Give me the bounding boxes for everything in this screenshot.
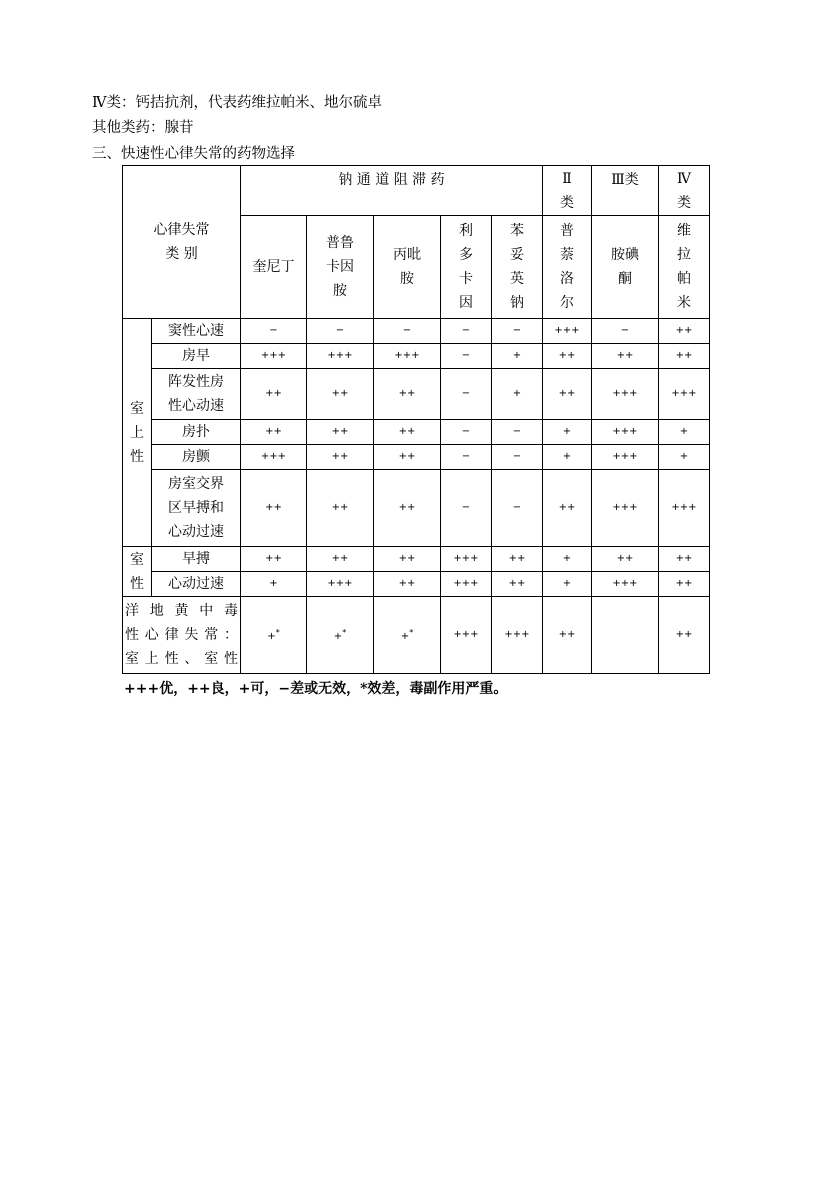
arrhythmia-type: 房颤 (152, 445, 241, 470)
efficacy-cell: ++ (374, 445, 441, 470)
table-row (123, 344, 710, 369)
efficacy-cell: + (492, 369, 543, 420)
legend-footnote: +++优，++良，+可，−差或无效，*效差，毒副作用严重。 (124, 681, 508, 697)
class-iv-line: Ⅳ类：钙拮抗剂，代表药维拉帕米、地尔硫卓 (92, 95, 382, 111)
efficacy-cell: +* (307, 597, 374, 674)
efficacy-cell: − (492, 445, 543, 470)
efficacy-cell: − (441, 470, 492, 547)
poor-efficacy-mark: * (409, 628, 414, 637)
efficacy-cell: ++ (307, 470, 374, 547)
efficacy-cell: + (659, 420, 710, 445)
header-class-iv: Ⅳ 类 (659, 166, 710, 216)
efficacy-cell: ++ (659, 597, 710, 674)
poor-efficacy-mark: * (275, 628, 280, 637)
efficacy-cell: ++ (374, 369, 441, 420)
poor-efficacy-mark: * (342, 628, 347, 637)
header-corner: 心律失常 类 别 (123, 166, 241, 319)
drug-header: 普鲁 卡因 胺 (307, 216, 374, 319)
efficacy-cell: +++ (241, 445, 307, 470)
efficacy-cell: − (441, 344, 492, 369)
efficacy-cell: ++ (241, 369, 307, 420)
efficacy-cell: ++ (543, 369, 592, 420)
efficacy-cell: ++ (307, 369, 374, 420)
efficacy-cell: − (592, 319, 659, 344)
arrhythmia-type: 房室交界 区早搏和 心动过速 (152, 470, 241, 547)
efficacy-cell: +* (241, 597, 307, 674)
efficacy-cell: +++ (241, 344, 307, 369)
table-row (123, 319, 710, 344)
efficacy-cell: +++ (307, 344, 374, 369)
efficacy-cell: +++ (659, 369, 710, 420)
efficacy-cell: +++ (592, 470, 659, 547)
efficacy-cell: ++ (241, 470, 307, 547)
header-sodium-channel-blockers: 钠 通 道 阻 滞 药 (241, 166, 543, 216)
efficacy-cell: + (543, 445, 592, 470)
efficacy-cell: +++ (441, 597, 492, 674)
section-heading: 三、快速性心律失常的药物选择 (92, 146, 295, 162)
arrhythmia-type: 早搏 (152, 547, 241, 572)
table-row (123, 369, 710, 420)
drug-header: 丙吡 胺 (374, 216, 441, 319)
efficacy-cell: ++ (659, 344, 710, 369)
efficacy-cell: ++ (241, 547, 307, 572)
table-row (123, 445, 710, 470)
efficacy-cell: ++ (543, 344, 592, 369)
other-class-line: 其他类药：腺苷 (92, 120, 194, 136)
drug-header: 利 多 卡 因 (441, 216, 492, 319)
arrhythmia-type: 房扑 (152, 420, 241, 445)
efficacy-cell: ++ (592, 547, 659, 572)
efficacy-cell: ++ (492, 547, 543, 572)
efficacy-cell: ++ (659, 319, 710, 344)
efficacy-cell: +++ (307, 572, 374, 597)
efficacy-cell: − (374, 319, 441, 344)
efficacy-cell: + (543, 572, 592, 597)
arrhythmia-type: 房早 (152, 344, 241, 369)
efficacy-cell: ++ (543, 597, 592, 674)
drug-header: 胺碘 酮 (592, 216, 659, 319)
efficacy-cell: − (441, 445, 492, 470)
arrhythmia-type: 窦性心速 (152, 319, 241, 344)
efficacy-cell: ++ (659, 547, 710, 572)
efficacy-cell: + (543, 420, 592, 445)
efficacy-cell: ++ (307, 420, 374, 445)
efficacy-cell: +++ (592, 445, 659, 470)
efficacy-cell: − (241, 319, 307, 344)
drug-header: 维 拉 帕 米 (659, 216, 710, 319)
group-ventricular: 室 性 (123, 547, 152, 597)
table-row (123, 597, 710, 674)
efficacy-cell: − (492, 470, 543, 547)
efficacy-cell: ++ (374, 420, 441, 445)
efficacy-cell: +++ (592, 420, 659, 445)
efficacy-cell: + (659, 445, 710, 470)
efficacy-cell: − (441, 319, 492, 344)
drug-selection-table (122, 165, 710, 674)
drug-header: 苯 妥 英 钠 (492, 216, 543, 319)
efficacy-cell: +++ (492, 597, 543, 674)
arrhythmia-type: 洋地黄中毒 性心律失常： 室上性、室性 (123, 597, 241, 674)
table-row (123, 420, 710, 445)
efficacy-cell: + (492, 344, 543, 369)
efficacy-cell: +++ (543, 319, 592, 344)
efficacy-cell: +++ (374, 344, 441, 369)
header-class-iii: Ⅲ类 (592, 166, 659, 216)
efficacy-cell: ++ (543, 470, 592, 547)
efficacy-cell: − (492, 420, 543, 445)
efficacy-cell: + (241, 572, 307, 597)
efficacy-cell: ++ (241, 420, 307, 445)
efficacy-cell: ++ (374, 470, 441, 547)
efficacy-cell: +++ (441, 572, 492, 597)
efficacy-cell: − (441, 420, 492, 445)
table-row (123, 572, 710, 597)
efficacy-cell: +++ (659, 470, 710, 547)
efficacy-cell: +++ (592, 369, 659, 420)
efficacy-cell: +* (374, 597, 441, 674)
drug-header: 普 萘 洛 尔 (543, 216, 592, 319)
arrhythmia-type: 心动过速 (152, 572, 241, 597)
efficacy-cell: ++ (492, 572, 543, 597)
efficacy-cell: − (492, 319, 543, 344)
efficacy-cell: ++ (592, 344, 659, 369)
efficacy-cell (592, 597, 659, 674)
efficacy-cell: +++ (592, 572, 659, 597)
efficacy-cell: +++ (441, 547, 492, 572)
efficacy-cell: + (543, 547, 592, 572)
efficacy-cell: ++ (374, 572, 441, 597)
efficacy-cell: ++ (374, 547, 441, 572)
efficacy-cell: ++ (659, 572, 710, 597)
efficacy-cell: − (441, 369, 492, 420)
header-class-ii: Ⅱ 类 (543, 166, 592, 216)
drug-header: 奎尼丁 (241, 216, 307, 319)
efficacy-cell: − (307, 319, 374, 344)
table-row (123, 547, 710, 572)
arrhythmia-type: 阵发性房 性心动速 (152, 369, 241, 420)
table-row (123, 470, 710, 547)
efficacy-cell: ++ (307, 445, 374, 470)
group-supraventricular: 室 上 性 (123, 319, 152, 547)
efficacy-cell: ++ (307, 547, 374, 572)
